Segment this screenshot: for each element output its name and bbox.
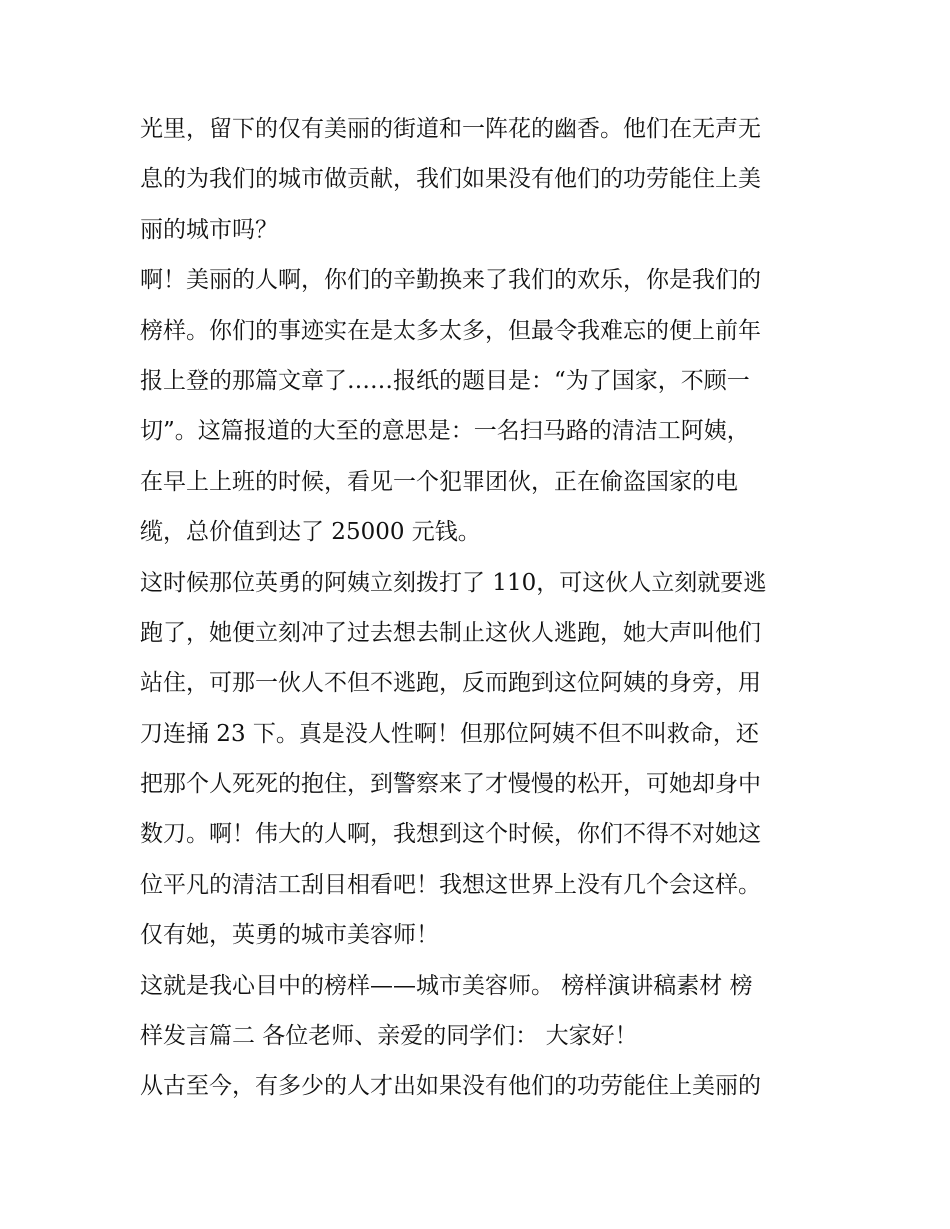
text-line: 在早上上班的时候，看见一个犯罪团伙，正在偷盗国家的电 xyxy=(140,468,738,495)
text-line: 啊！美丽的人啊，你们的辛勤换来了我们的欢乐，你是我们的 xyxy=(140,267,761,294)
text-line: 报上登的那篇文章了……报纸的题目是：“为了国家，不顾一 xyxy=(140,367,750,394)
paragraph-4 xyxy=(140,961,820,1062)
text-line: 榜样。你们的事迹实在是太多太多，但最令我难忘的便上前年 xyxy=(140,317,761,344)
paragraph-5 xyxy=(140,1061,820,1111)
text-line: 数刀。啊！伟大的人啊，我想到这个时候，你们不得不对她这 xyxy=(140,821,761,848)
text-line: 这就是我心目中的榜样——城市美容师。 榜样演讲稿素材 榜 xyxy=(140,972,753,999)
paragraph-3 xyxy=(140,558,820,961)
paragraph-2 xyxy=(140,255,820,557)
text-line: 把那个人死死的抱住，到警察来了才慢慢的松开，可她却身中 xyxy=(140,771,761,798)
text-line: 息的为我们的城市做贡献，我们如果没有他们的功劳能住上美 xyxy=(140,166,761,193)
text-line: 仅有她，英勇的城市美容师！ xyxy=(140,922,439,949)
text-line: 光里，留下的仅有美丽的街道和一阵花的幽香。他们在无声无 xyxy=(140,116,761,142)
text-line: 缆，总价值到达了 25000 元钱。 xyxy=(140,519,481,546)
text-line: 从古至今，有多少的人才出如果没有他们的功劳能住上美丽的 xyxy=(140,1073,761,1100)
text-line: 站住，可那一伙人不但不逃跑，反而跑到这位阿姨的身旁，用 xyxy=(140,670,761,697)
text-line: 丽的城市吗？ xyxy=(140,216,278,243)
paragraph-1 xyxy=(140,104,820,255)
document-body xyxy=(140,104,820,1112)
text-line: 这时候那位英勇的阿姨立刻拨打了 110，可这伙人立刻就要逃 xyxy=(140,569,767,596)
text-line: 切”。这篇报道的大至的意思是：一名扫马路的清洁工阿姨， xyxy=(140,418,750,445)
text-line: 刀连捅 23 下。真是没人性啊！但那位阿姨不但不叫救命，还 xyxy=(140,720,759,747)
text-line: 样发言篇二 各位老师、亲爱的同学们： 大家好！ xyxy=(140,1023,638,1050)
text-line: 位平凡的清洁工刮目相看吧！我想这世界上没有几个会这样。 xyxy=(140,871,761,898)
text-line: 跑了，她便立刻冲了过去想去制止这伙人逃跑，她大声叫他们 xyxy=(140,619,761,646)
